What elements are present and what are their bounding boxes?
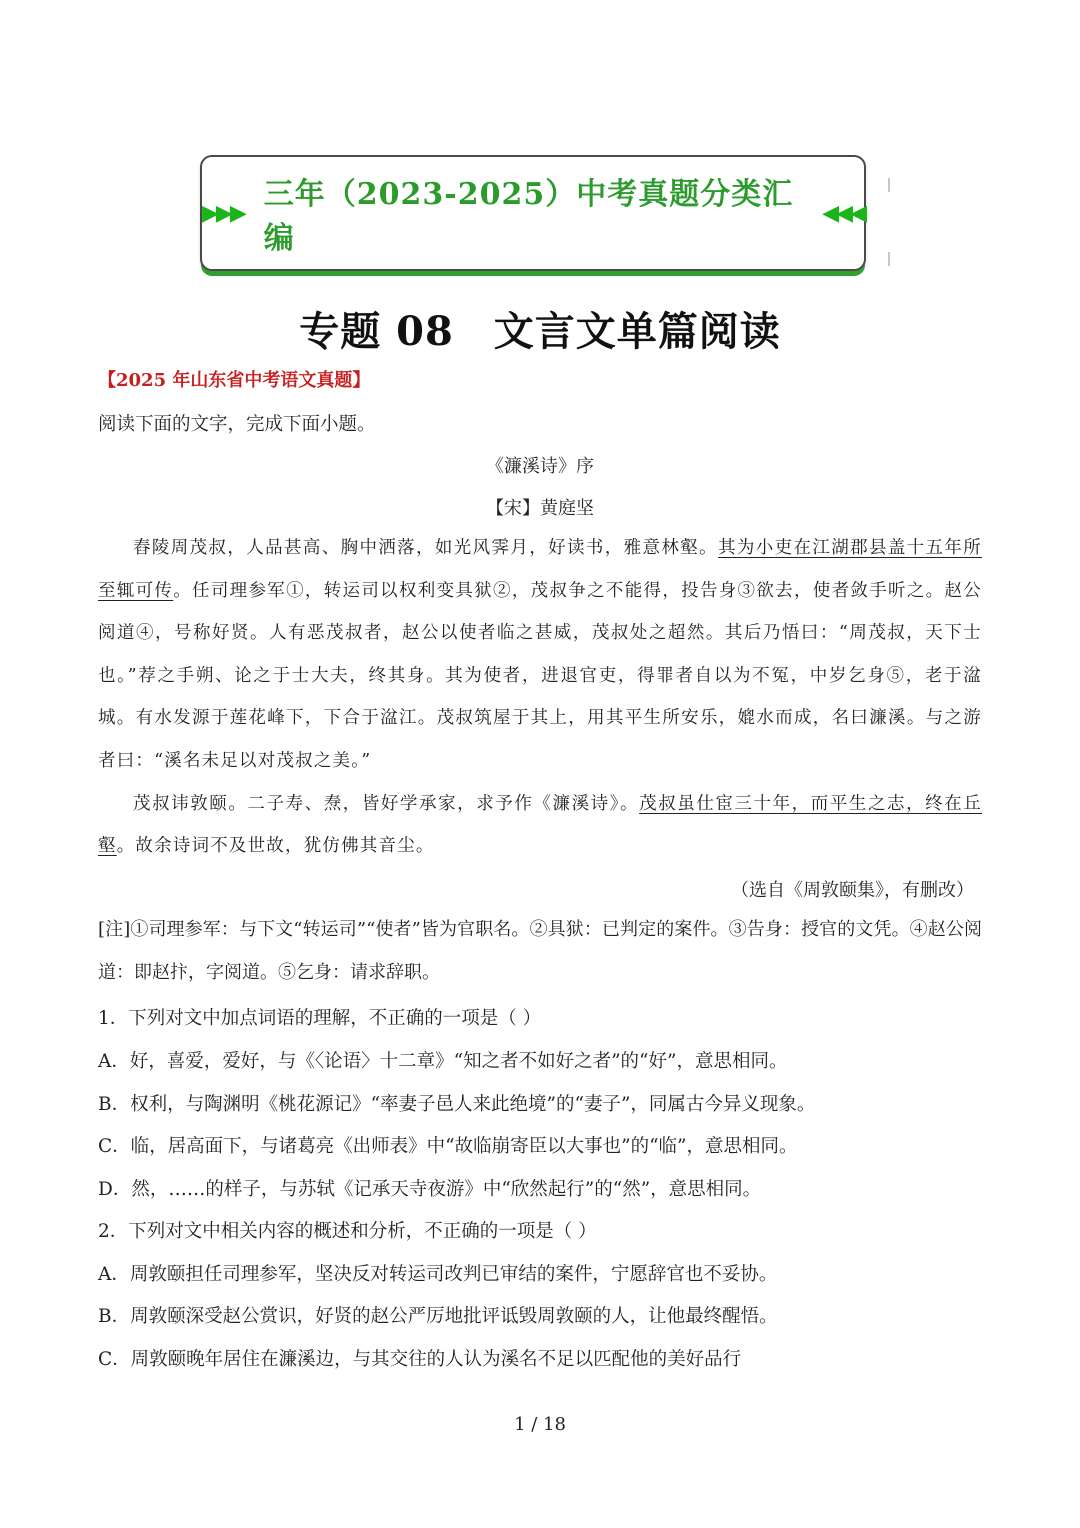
poem-title: 《濂溪诗》序 xyxy=(486,456,594,477)
page-number: 1 / 18 xyxy=(514,1414,566,1435)
classical-passage xyxy=(98,527,982,868)
left-arrows-icon: ▶▶▶ xyxy=(202,200,244,226)
option-d: D．然，……的样子，与苏轼《记承天寺夜游》中“欣然起行”的“然”，意思相同。 xyxy=(98,1179,762,1200)
instruction: 阅读下面的文字，完成下面小题。 xyxy=(98,414,376,435)
option-a: A．好，喜爱，爱好，与《〈论语〉十二章》“知之者不如好之者”的“好”，意思相同。 xyxy=(98,1051,788,1072)
topic-name: 文言文单篇阅读 xyxy=(493,308,781,355)
side-mark xyxy=(888,252,890,266)
underlined-sentence: 茂叔虽仕宦三十年，而平生之志，终在丘壑 xyxy=(98,793,982,857)
passage-text: 。故余诗词不及世故，犹仿佛其音尘。 xyxy=(116,836,435,857)
passage-text: 舂陵周茂叔，人品甚高、胸中洒落，如光风霁月，好读书，雅意林壑。 xyxy=(133,538,718,558)
right-arrows-icon: ◀◀◀ xyxy=(822,200,864,226)
option-c: C．临，居高面下，与诸葛亮《出师表》中“故临崩寄臣以大事也”的“临”，意思相同。 xyxy=(98,1136,798,1157)
question-stem: 2．下列对文中相关内容的概述和分析，不正确的一项是（ ） xyxy=(98,1221,597,1242)
banner-title: 三年（2023-2025）中考真题分类汇编 xyxy=(263,177,794,256)
page-title xyxy=(0,300,1080,357)
passage-text: 。任司理参军①，转运司以权利变具狱②，茂叔争之不能得，投告身③欲去，使者敛手听之。赵公阅道④，号称好贤。人有恶茂叔者，赵公以使者临之甚威，茂叔处之超然。其后乃悟曰：“周茂叔，天下士也。”荐之手朔、论之于士大夫，终其身。其为使者，进退官吏，得罪者自以为不冤，中岁乞身⑤，老于湓城。有水发源于莲花峰下，下合于湓江。茂叔筑屋于其上，用其平生所安乐，媲水而成，名曰濂溪。与之游者曰：“溪名未足以对茂叔之美。” xyxy=(98,580,982,771)
passage-text: 茂叔讳敦颐。二子寿、焘，皆好学承家，求予作《濂溪诗》。 xyxy=(133,793,640,814)
side-mark xyxy=(888,178,890,192)
option-c: C．周敦颐晚年居住在濂溪边，与其交往的人认为溪名不足以匹配他的美好品行 xyxy=(98,1349,742,1370)
author: 【宋】黄庭坚 xyxy=(486,498,594,519)
passage-paragraph xyxy=(98,527,982,783)
topic-number: 专题 08 xyxy=(299,308,454,355)
citation: （选自《周敦颐集》，有删改） xyxy=(731,880,974,901)
option-a: A．周敦颐担任司理参军，坚决反对转运司改判已审结的案件，宁愿辞官也不妥协。 xyxy=(98,1264,778,1285)
source-label: 【2025 年山东省中考语文真题】 xyxy=(98,370,371,391)
series-banner xyxy=(200,155,866,271)
option-b: B．权利，与陶渊明《桃花源记》“率妻子邑人来此绝境”的“妻子”，同属古今异义现象。 xyxy=(98,1094,816,1115)
question-stem: 1．下列对文中加点词语的理解，不正确的一项是（ ） xyxy=(98,1008,542,1029)
underlined-sentence: 其为小吏在江湖郡县盖十五年所至辄可传 xyxy=(98,538,982,601)
passage-paragraph xyxy=(98,783,982,868)
annotation-note: [注]①司理参军：与下文“转运司”“使者”皆为官职名。②具狱：已判定的案件。③告身：授官的文凭。④赵公阅道：即赵抃，字阅道。⑤乞身：请求辞职。 xyxy=(98,919,982,983)
option-b: B．周敦颐深受赵公赏识，好贤的赵公严厉地批评诋毁周敦颐的人，让他最终醒悟。 xyxy=(98,1306,778,1327)
